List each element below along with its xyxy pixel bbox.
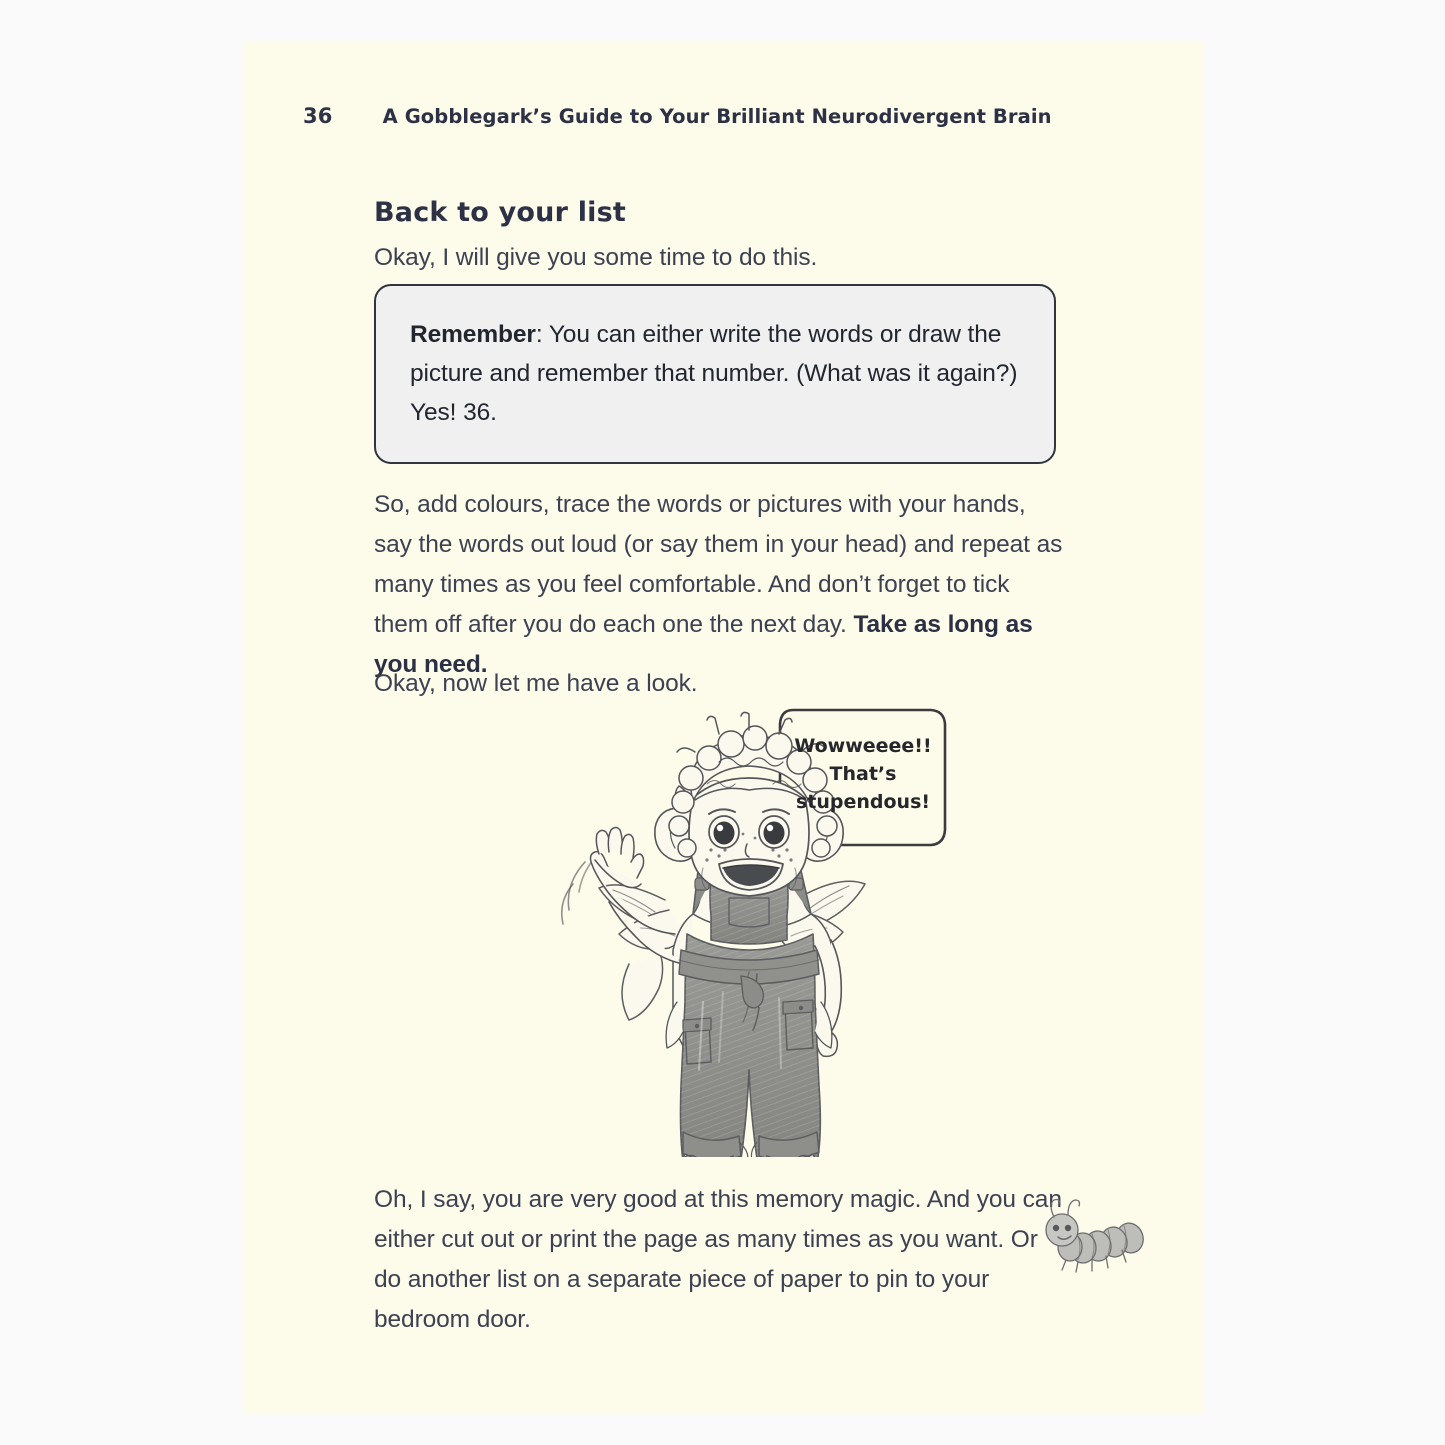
book-page	[243, 42, 1203, 1413]
remember-callout-text	[410, 315, 1020, 432]
caterpillar-illustration	[1038, 1192, 1148, 1287]
instructions-plain-text: So, add colours, trace the words or pictures with your hands, say the words out loud (or say them in your head) and repeat as many times as you feel comfortable. And don’t forget to tick them off after you do each one the next day.	[374, 491, 1063, 638]
remember-callout-box	[374, 284, 1056, 464]
speech-bubble-line-1: Wowweeee!!	[794, 735, 932, 757]
running-title: A Gobblegark’s Guide to Your Brilliant Neurodivergent Brain	[382, 105, 1052, 128]
page-title: Back to your list	[374, 197, 626, 228]
caterpillar-drawing	[1038, 1192, 1148, 1287]
instructions-bold-text: Take as long as you need.	[374, 611, 1033, 678]
gobblegark-fairy-illustration	[543, 702, 963, 1157]
speech-bubble-line-2: That’s	[829, 763, 897, 785]
instructions-paragraph	[374, 485, 1064, 685]
remember-label: Remember	[410, 321, 536, 348]
closing-paragraph: Oh, I say, you are very good at this memory magic. And you can either cut out or print the page as many times as you want. Or do another list on a separate piece of paper to pin to your bedroom door.	[374, 1186, 1062, 1333]
speech-bubble-line-3: stupendous!	[795, 791, 931, 813]
running-head	[303, 104, 1052, 128]
character-drawing	[543, 702, 963, 1157]
page-number: 36	[303, 104, 333, 128]
intro-paragraph: Okay, I will give you some time to do this.	[374, 244, 818, 271]
look-paragraph: Okay, now let me have a look.	[374, 670, 698, 697]
remember-body: : You can either write the words or draw the picture and remember that number. (What was it again?) Yes! 36.	[410, 321, 1018, 426]
